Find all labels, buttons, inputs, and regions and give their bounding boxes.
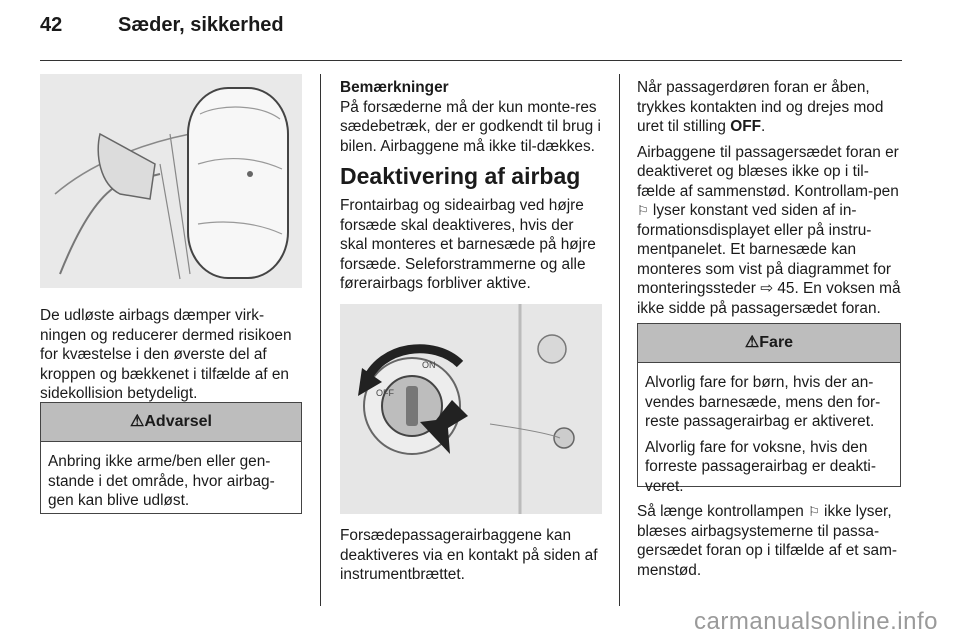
lamp-text-b: ikke lyser, blæses airbagsystemerne til passa-gersædet foran op i tilfælde af et sam-menstød. xyxy=(637,503,898,579)
header-rule xyxy=(40,60,902,61)
warning-icon: ⚠ xyxy=(130,413,145,430)
airbag-off-icon: ⚐ xyxy=(637,203,649,218)
note-text: På forsæderne må der kun monte-res sædebetræk, der er godkendt til brug i bilen. Airbaggene må ikke til-dækkes. xyxy=(340,98,601,155)
page-title: Sæder, sikkerhed xyxy=(118,14,284,36)
column-divider-1 xyxy=(320,74,321,606)
off-text-end: . xyxy=(761,118,766,135)
airbag-switch-illustration xyxy=(340,304,602,514)
seat-airbag-drawing xyxy=(40,74,302,288)
column-1-text xyxy=(40,306,304,410)
column-3-bottom-text xyxy=(637,502,905,586)
page-number: 42 xyxy=(40,14,63,36)
airbag-switch-drawing xyxy=(340,304,602,514)
deactivated-text-a: Airbaggene til passagersædet foran er deaktiveret og blæses ikke op i til-fælde af sammenstød. Kontrollam-pen xyxy=(637,143,899,200)
switch-on-label: ON xyxy=(422,360,436,370)
seat-caption: De udløste airbags dæmper virk-ningen og reducerer dermed risikoen for kvæstelse i den øverste del af kroppen og bækkenet i tilfælde af en sidekollision betydeligt. xyxy=(40,307,292,402)
warning-body xyxy=(41,442,301,525)
watermark: carmanualsonline.info xyxy=(694,608,938,635)
column-divider-2 xyxy=(619,74,620,606)
section-heading: Deaktivering af airbag xyxy=(340,163,581,189)
column-2-bottom-text xyxy=(340,526,606,591)
switch-caption: Forsædepassagerairbaggene kan deaktiveres via en kontakt på siden af instrumentbrættet. xyxy=(340,527,598,583)
switch-off-label: OFF xyxy=(376,388,394,398)
note-title: Bemærkninger xyxy=(340,79,449,96)
lamp-text-a: Så længe kontrollampen xyxy=(637,503,809,520)
airbag-off-icon-2: ⚐ xyxy=(808,504,820,519)
danger-header xyxy=(638,324,900,363)
lamp-paragraph xyxy=(637,502,905,580)
danger-icon: ⚠ xyxy=(744,334,760,351)
danger-body xyxy=(638,363,900,510)
danger-title: Fare xyxy=(759,334,794,351)
deactivated-paragraph xyxy=(637,143,903,319)
danger-box xyxy=(637,323,901,495)
deactivated-text-b: lyser konstant ved siden af in-formationsdisplayet eller på instru-mentpanelet. Et barnesæde kan monteres som vist på diagrammet for monteringssteder xyxy=(637,202,892,297)
danger-text-1: Alvorlig fare for børn, hvis der an-vendes barnesæde, mens den for-reste passagerairbag er aktiveret. xyxy=(645,374,881,430)
deactivation-paragraph: Frontairbag og sideairbag ved højre forsæde skal deaktiveres, hvis der skal monteres et barnesæde på højre forsæde. Seleforstrammerne og alle førerairbags forbliver aktive. xyxy=(340,197,596,292)
page-header xyxy=(40,14,284,37)
warning-title: Advarsel xyxy=(144,413,212,430)
warning-box xyxy=(40,402,302,514)
seat-airbag-illustration xyxy=(40,74,302,288)
danger-text-2: Alvorlig fare for voksne, hvis den forreste passagerairbag er deakti-veret. xyxy=(645,438,876,495)
warning-text: Anbring ikke arme/ben eller gen-stande i det område, hvor airbag-gen kan blive udløst. xyxy=(48,453,275,509)
off-text-start: Når passagerdøren foran er åben, trykkes kontakten ind og drejes mod uret til stilling xyxy=(637,79,884,135)
off-position-paragraph xyxy=(637,78,903,137)
reference-arrow-icon: ⇨ xyxy=(760,280,774,297)
column-3-text xyxy=(637,78,903,324)
warning-header xyxy=(41,403,301,442)
deactivated-text-c: 45. En voksen må ikke sidde på passagersædet foran. xyxy=(637,280,901,317)
off-label: OFF xyxy=(730,118,762,135)
column-2-text xyxy=(340,78,604,300)
